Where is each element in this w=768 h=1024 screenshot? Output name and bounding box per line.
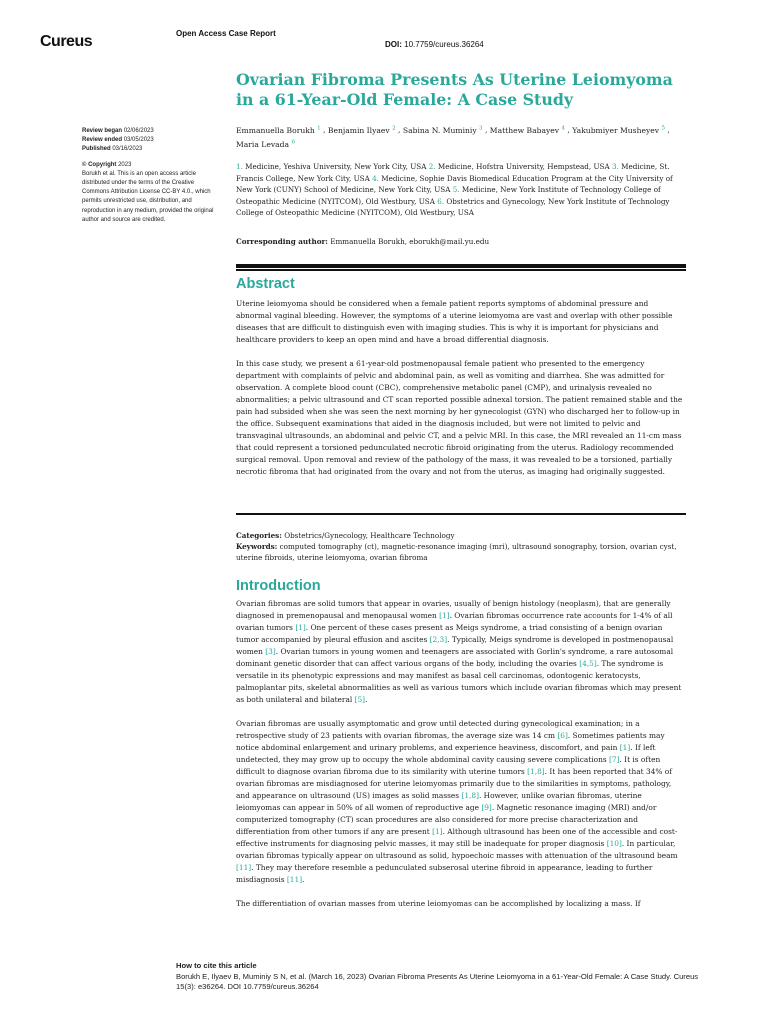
review-ended [82, 136, 222, 145]
review-ended-label: Review ended [82, 137, 123, 144]
author[interactable] [328, 126, 396, 135]
review-began-label: Review began [82, 128, 123, 134]
paragraph-text: Ovarian fibromas are solid tumors that appear in ovaries, usually of benign histology (neoplasm), that are generally diagnosed in premenopausal and menopausal women [236, 599, 671, 620]
published-label: Published [82, 146, 111, 153]
citation-text: Borukh E, Ilyaev B, Muminiy S N, et al. (March 16, 2023) Ovarian Fibroma Presents As Uterine Leiomyoma in a 61-Year-Old Female: A Case Study. Cureus 15(3): e36264. DOI 10.7759/cureus.36264 [176, 971, 699, 991]
paragraph-text: . One percent of these cases present as Meigs syndrome, a triad consisting of a benign ovarian tumor accompanied by pleural effusion and ascites [236, 623, 663, 644]
affiliation-text: Medicine, New York Institute of Technology College of Osteopathic Medicine (NYITCOM), Old Westbury, USA [236, 185, 661, 206]
author-name: Maria Levada [236, 140, 290, 150]
article-title: Ovarian Fibroma Presents As Uterine Leiomyoma in a 61-Year-Old Female: A Case Study [236, 70, 673, 109]
author[interactable] [403, 126, 483, 135]
review-began [82, 127, 222, 136]
reference-link[interactable]: [2,3] [429, 635, 448, 644]
introduction-heading: Introduction [236, 578, 321, 594]
affiliation-number: 1. [236, 162, 243, 171]
reference-link[interactable]: [9] [481, 803, 492, 812]
affiliation-text: Medicine, Yeshiva University, New York City, USA [245, 162, 427, 171]
copyright-label: © Copyright [82, 161, 117, 168]
cite-heading: How to cite this article [176, 961, 257, 970]
author[interactable] [572, 126, 665, 135]
introduction-section [236, 578, 686, 910]
author[interactable] [490, 126, 565, 135]
paragraph-text: . Although ultrasound has been one of the accessible and cost-effective instruments for diagnosing pelvic masses, it may still be inadequate for proper diagnosis [236, 827, 678, 848]
reference-link[interactable]: [10] [606, 839, 622, 848]
paragraph-text: . Sometimes patients may notice abdominal enlargement and urinary problems, and experience heaviness, discomfort, and pain [236, 731, 665, 752]
copyright-year: 2023 [118, 161, 132, 168]
author-affiliation-number: 2 [392, 125, 396, 131]
doi-label: DOI: [385, 40, 402, 49]
author-list: Emmanuella Borukh $^1$ , Benjamin Ilyaev $^2$ , Sabina N. Muminiy $^3$ , Matthew Babayev $^4$ , Yakubmiyer Musheyev $^5$ , Maria Levada $^6$ [236, 125, 670, 150]
intro-paragraph [236, 598, 686, 706]
paragraph-text: . The syndrome is versatile in its phenotypic expressions and may manifest as basal cell carcinomas, odontogenic keratocysts, palmoplantar pits, skeletal abnormalities as well as various tumors which include ovarian fibromas which may present as both unilateral and bilateral [236, 659, 682, 704]
affiliation-number: 4. [372, 173, 379, 183]
affiliations [236, 161, 686, 219]
author-affiliation-number: 3 [479, 125, 483, 131]
reference-link[interactable]: [1] [432, 827, 443, 836]
review-ended-date: 03/05/2023 [123, 137, 154, 144]
affiliation-number: 2. [428, 162, 436, 171]
keywords-value: computed tomography (ct), magnetic-resonance imaging (mri), ultrasound sonography, torsion, ovarian cyst, uterine fibroids, uterine leiomyoma, ovarian fibroma [236, 542, 677, 562]
doi[interactable] [385, 40, 484, 49]
reference-link[interactable]: [1] [619, 743, 631, 752]
intro-paragraph: The differentiation of ovarian masses from uterine leiomyomas can be accomplished by localizing a mass. If [236, 899, 641, 908]
paragraph-text: . However, unlike ovarian fibromas, uterine leiomyomas can appear in 50% of all women of reproductive age [236, 791, 642, 812]
affiliation-text: Obstetrics and Gynecology, New York Institute of Technology College of Osteopathic Medicine (NYITCOM), Old Westbury, USA [236, 196, 670, 217]
license-text: Borukh et al. This is an open access article distributed under the terms of the Creative Commons Attribution License CC-BY 4.0., which permits unrestricted use, distribution, and reproduction in any medium, provided the original author and source are credited. [82, 170, 214, 223]
section-rule [236, 264, 686, 268]
doi-value[interactable]: 10.7759/cureus.36264 [404, 40, 484, 49]
keywords-label: Keywords: [236, 542, 278, 551]
author-affiliation-number: 1 [317, 125, 321, 131]
paragraph-text: . Magnetic resonance imaging (MRI) and/or computerized tomography (CT) scan procedures are also considered for more precise characterization and differentiation from other tumors if any are present [236, 803, 657, 836]
author-affiliation-number: 6 [291, 139, 295, 146]
affiliation-number: 3. [611, 162, 619, 171]
categories-label: Categories: [236, 531, 282, 540]
paragraph-text: . It has been reported that 34% of ovarian fibromas are misdiagnosed for uterine leiomyomas primarily due to the similarities in symptoms, pathology, and appearance on ultrasound (US) images as solid masses [236, 767, 672, 800]
author-name: Sabina N. Muminiy [402, 125, 477, 135]
keywords [236, 541, 686, 563]
affiliation-number: 6. [437, 196, 445, 206]
affiliation-text: Medicine, St. Francis College, New York City, USA [236, 162, 670, 183]
author-affiliation-number: 5 [661, 125, 665, 131]
reference-link[interactable]: [6] [557, 731, 568, 740]
paragraph-text: . It is often difficult to diagnose ovarian fibroma due to its similarity with uterine tumors [236, 755, 661, 776]
abstract-paragraph: Uterine leiomyoma should be considered when a female patient reports symptoms of abdominal pressure and abnormal vaginal bleeding. However, the symptoms of a uterine leiomyoma are vast and overlap with other possible diseases that are difficult to distinguish even with imaging studies. This is why it is important for physicians and healthcare providers to keep an open mind and have a broad differential diagnosis. [236, 299, 673, 344]
corresponding-value[interactable]: Emmanuella Borukh, eborukh@mail.yu.edu [330, 237, 490, 246]
reference-link[interactable]: [7] [608, 755, 620, 764]
author-affiliation-number: 4 [561, 125, 565, 131]
paragraph-text: . [302, 875, 305, 884]
abstract-section [236, 276, 686, 478]
categories [236, 530, 686, 541]
reference-link[interactable]: [1,8] [461, 791, 479, 800]
reference-link[interactable]: [11] [286, 875, 303, 884]
paragraph-text: . Ovarian fibromas occurrence rate accounts for 1-4% of all ovarian tumors [236, 611, 673, 632]
intro-paragraph [236, 718, 686, 886]
corresponding-author [236, 236, 686, 247]
article-meta [236, 530, 686, 563]
paragraph-text: . [365, 695, 368, 704]
reference-link[interactable]: [4,5] [579, 659, 597, 668]
author[interactable] [236, 140, 295, 149]
author-name: Benjamin Ilyaev [327, 125, 390, 135]
categories-value[interactable]: Obstetrics/Gynecology, Healthcare Technology [284, 531, 455, 540]
section-rule [236, 513, 686, 515]
paragraph-text: . They may therefore resemble a pedunculated subserosal uterine fibroid in appearance, leading to further misdiagnosis [236, 863, 653, 884]
corresponding-label: Corresponding author: [236, 237, 328, 246]
article-type: Open Access Case Report [176, 29, 276, 38]
author-name: Emmanuella Borukh [236, 125, 315, 135]
paragraph-text: . In particular, ovarian fibromas typically appear on ultrasound as solid, hypoechoic masses with attenuation of the ultrasound beam [236, 839, 678, 860]
review-began-date: 02/06/2023 [123, 128, 154, 134]
paragraph-text: . Ovarian tumors in young women and teenagers are associated with Gorlin's syndrome, a rare autosomal dominant genetic disorder that can affect various organs of the body, including the ovaries [236, 647, 674, 668]
reference-link[interactable]: [3] [265, 647, 276, 656]
paragraph-text: Ovarian fibromas are usually asymptomatic and grow until detected during gynecological examination; in a retrospective study of 23 patients with ovarian fibromas, the average size was 14 cm [236, 719, 640, 740]
author[interactable] [236, 126, 321, 135]
affiliation-text: Medicine, Sophie Davis Biomedical Education Program at the City University of New York (CUNY) School of Medicine, New York City, USA [236, 173, 673, 194]
affiliation-text: Medicine, Hofstra University, Hempstead, USA [437, 162, 610, 171]
paragraph-text: . Typically, Meigs syndrome is developed in postmenopausal women [236, 635, 674, 656]
paragraph-text: . If left undetected, they may grow up to occupy the whole abdominal cavity causing severe complications [236, 743, 656, 764]
section-rule [236, 269, 686, 271]
reference-link[interactable]: [1] [439, 611, 450, 620]
abstract-heading: Abstract [236, 276, 295, 292]
author-name: Yakubmiyer Musheyev [572, 125, 660, 135]
reference-link[interactable]: [1,8] [527, 767, 545, 776]
published [82, 145, 222, 154]
abstract-paragraph: In this case study, we present a 61-year-old postmenopausal female patient who presented to the emergency department with complaints of pelvic and abdominal pain, as well as vomiting and diarrhea. She was admitted for observation. A complete blood count (CBC), comprehensive metabolic panel (CMP), and urinalysis revealed no abnormalities; a pelvic ultrasound and CT scan reported possible adnexal torsion. The patient remained stable and the pain had subsided when she was seen the next morning by her gynecologist (GYN) who discharged her to follow-up in the office. Subsequent examinations that aided in the diagnosis included, but were not limited to pelvic and transvaginal ultrasounds, an abdominal and pelvic CT, and a pelvic MRI. In this case, the MRI revealed an 11-cm mass that could represent a torsioned pedunculated necrotic fibroid originating from the uterus. Radiology recommended surgical removal. Upon removal and review of the pathology of the mass, it was revealed to be a torsioned, partially necrotic fibroma that had originated from the ovary and not from the uterus, as imaging had originally suggested. [236, 359, 683, 476]
affiliation-number: 5. [452, 185, 460, 194]
reference-link[interactable]: [1] [295, 623, 306, 632]
author-name: Matthew Babayev [489, 125, 560, 135]
copyright [82, 161, 222, 170]
reference-link[interactable]: [5] [354, 695, 366, 704]
article-sidebar [82, 127, 222, 225]
citation-footer [176, 961, 716, 993]
reference-link[interactable]: [11] [236, 863, 252, 872]
cureus-logo[interactable]: Cureus [40, 33, 93, 50]
published-date: 03/16/2023 [112, 146, 143, 153]
